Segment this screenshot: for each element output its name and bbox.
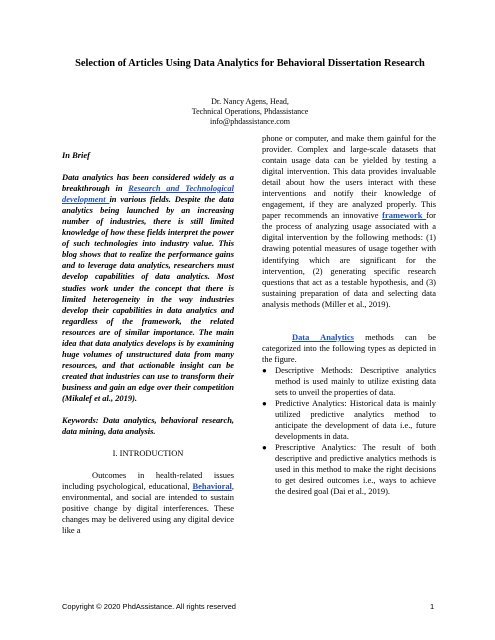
abstract-text-start: Data analytics has been considered widely as a breakthrough in: [62, 172, 234, 194]
author-block: [100, 97, 400, 127]
right-p1-text-end: for the process of analyzing usage associated with a digital intervention by the following methods: (1) drawing potential measures of usage together with identifying which are significant for the intervention, (2) generating specific research questions that act as a testable hypothesis, and (3) sustaining preparation of data and selecting data analysis methods (Miller et al., 2019).: [262, 210, 436, 309]
list-item-text: Descriptive Methods: Descriptive analytics method is used mainly to utilize existing data sets to unveil the properties of data.: [275, 364, 436, 397]
bullet-icon: ●: [262, 443, 267, 453]
footer-page-number: 1: [430, 602, 435, 611]
right-column: [262, 133, 436, 497]
intro-text-start: Outcomes in health-related issues including psychological, educational,: [62, 470, 234, 492]
author-name: Dr. Nancy Agens, Head,: [211, 97, 289, 106]
introduction-heading: I. INTRODUCTION: [112, 448, 184, 459]
abstract-paragraph: [62, 172, 234, 404]
keywords-paragraph: Keywords: Data analytics, behavioral research, data mining, data analysis.: [62, 415, 234, 437]
introduction-paragraph: [62, 470, 234, 536]
intro-text-end: , environmental, and social are intended to sustain positive change by digital interferences. These changes may be delivered using any digital device like a: [62, 481, 234, 536]
right-paragraph-2: [262, 332, 436, 365]
right-p2-text: methods can be categorized into the following types as depicted in the figure.: [262, 331, 437, 364]
list-item-text: Predictive Analytics: Historical data is mainly utilized predictive analytics method to anticipate the development of data i.e., future developments in data.: [275, 398, 436, 442]
data-analytics-link[interactable]: Data Analytics: [292, 331, 354, 342]
author-affiliation: Technical Operations, Phdassistance: [191, 107, 309, 116]
analytics-types-list: [262, 365, 436, 498]
bullet-icon: ●: [262, 399, 267, 409]
behavioral-link[interactable]: Behavioral: [192, 481, 232, 492]
left-column: [62, 150, 234, 536]
bullet-icon: ●: [262, 365, 267, 375]
list-item-text: Prescriptive Analytics: The result of both descriptive and predictive analytics methods is used in this method to make the right decisions to get desired outcomes i.e., ways to achieve the desired goal (Dai et al., 2019).: [275, 442, 436, 497]
paper-title: Selection of Articles Using Data Analytics for Behavioral Dissertation Research: [75, 58, 425, 69]
list-item: [262, 398, 436, 442]
brief-heading: In Brief: [62, 150, 90, 160]
abstract-text-end: in various fields. Despite the data analytics being launched by an increasing number of industries, there is still limited knowledge of how these fields interpret the power of such technologies into industry value. This blog shows that to realize the performance gains and to leverage data analytics, researchers must develop capabilities of data analytics. Most studies work under the concept that there is limited heterogeneity in the way industries develop their capabilities in data analytics and regardless of the framework, the related resources are of similar importance. The main idea that data analytics develops is by examining huge volumes of unstructured data from many resources, and that actionable insight can be created that industries can use to transform their business and gain an edge over their competition (Mikalef et al., 2019).: [62, 194, 234, 403]
list-item: [262, 442, 436, 497]
framework-link[interactable]: framework: [382, 210, 427, 221]
research-development-link[interactable]: Research and Technological development: [62, 183, 234, 205]
right-p1-text-start: phone or computer, and make them gainful for the provider. Complex and large-scale datasets that contain usage data can be yielded by testing a digital intervention. This data provides invaluable detail about how the users interact with these interventions and notify their knowledge of engagement, if they are analyzed properly. This paper recommends an innovative: [262, 133, 436, 221]
footer-copyright: Copyright © 2020 PhdAssistance. All rights reserved: [62, 602, 236, 611]
author-email: info@phdassistance.com: [209, 117, 290, 126]
list-item: [262, 365, 436, 398]
right-paragraph-1: [262, 133, 436, 310]
